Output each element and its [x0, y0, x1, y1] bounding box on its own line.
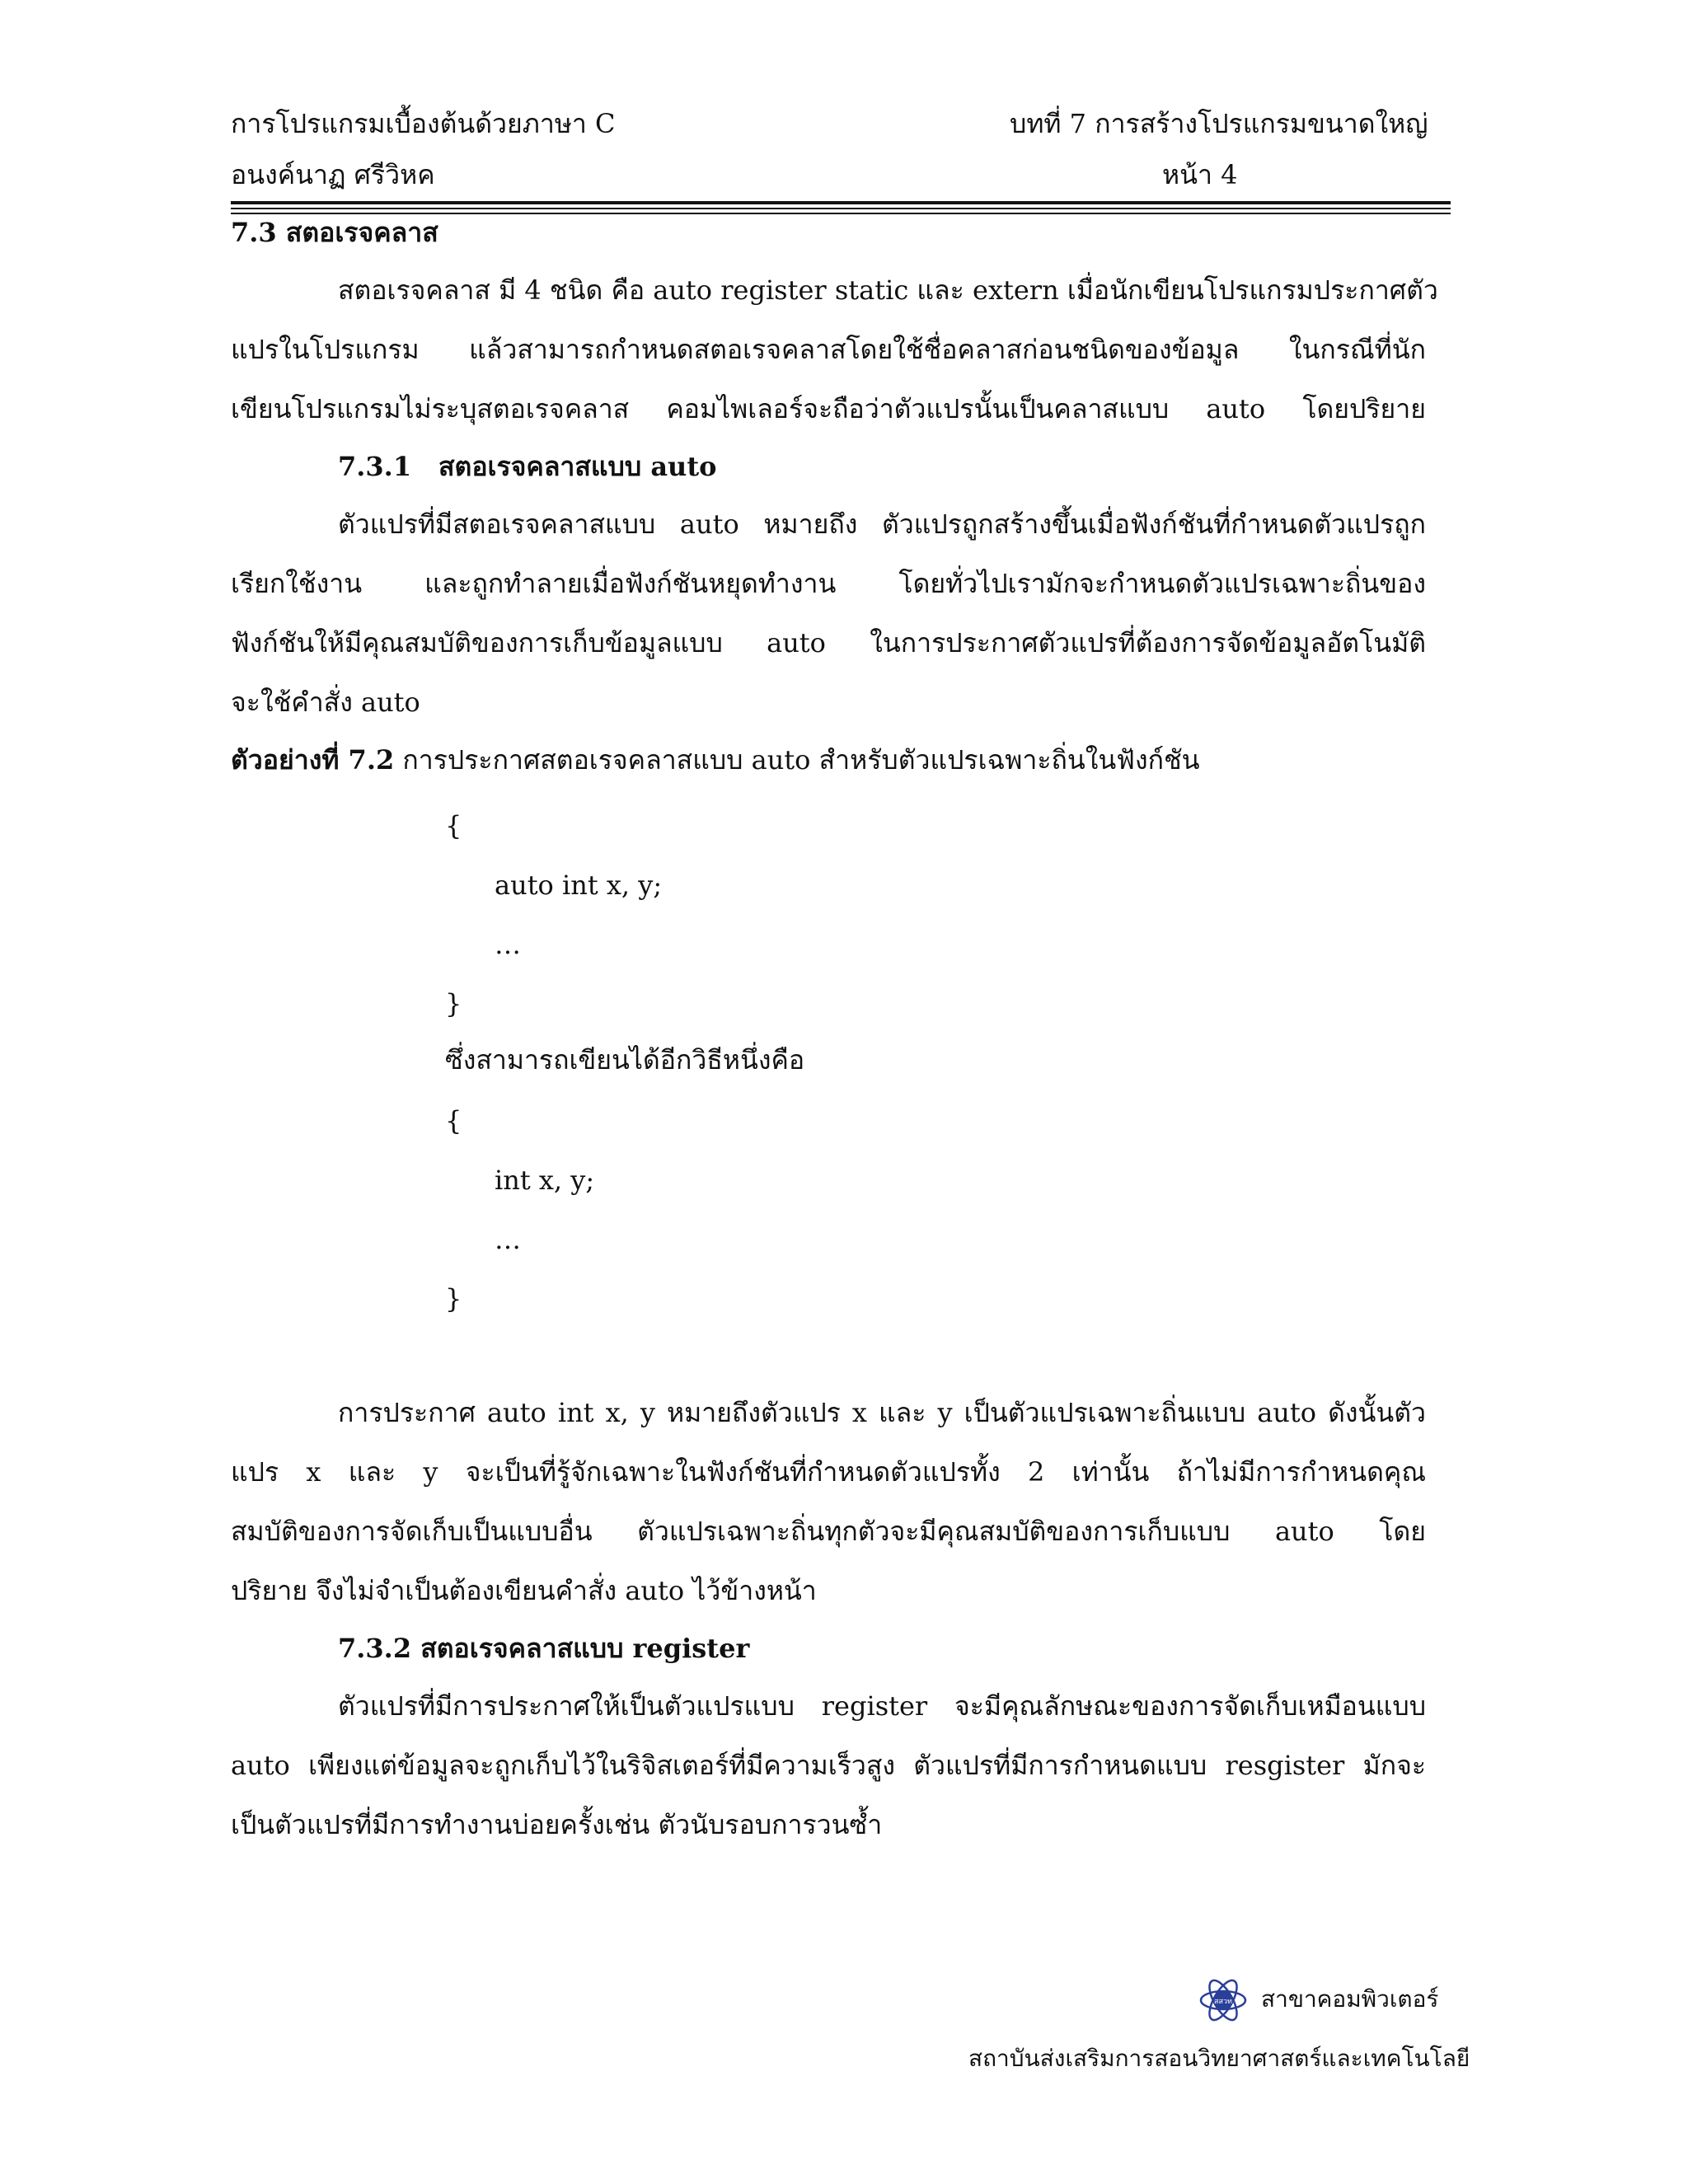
institute-logo-icon: [1199, 1976, 1247, 2024]
subsection-1-number: 7.3.1: [338, 451, 412, 482]
sub2-line-3: เป็นตัวแปรที่มีการทำงานบ่อยครั้งเช่น ตัวนับรอบการวนซ้ำ: [231, 1809, 883, 1840]
logo-lettering: สสวท: [1214, 1998, 1232, 2006]
header-chapter: บทที่ 7 การสร้างโปรแกรมขนาดใหญ่: [1010, 108, 1428, 139]
code1-ellipsis: …: [495, 929, 521, 960]
code2-close-brace: }: [445, 1283, 462, 1315]
intro-line-3: เขียนโปรแกรมไม่ระบุสตอเรจคลาส คอมไพเลอร์จะถือว่าตัวแปรนั้นเป็นคลาสแบบ auto โดยปริยาย: [231, 393, 1426, 424]
explain-line-4: ปริยาย จึงไม่จำเป็นต้องเขียนคำสั่ง auto ไว้ข้างหน้า: [231, 1575, 817, 1606]
code2-statement: int x, y;: [495, 1165, 595, 1196]
code2-open-brace: {: [445, 1105, 462, 1137]
sub1-line-4: จะใช้คำสั่ง auto: [231, 687, 420, 718]
code1-statement: auto int x, y;: [495, 869, 663, 901]
footer-department: สาขาคอมพิวเตอร์: [1261, 1985, 1439, 2013]
intro-line-1: สตอเรจคลาส มี 4 ชนิด คือ auto register static และ extern เมื่อนักเขียนโปรแกรมประกาศตัว: [338, 274, 1438, 306]
code1-open-brace: {: [445, 810, 462, 841]
example-caption-text: การประกาศสตอเรจคลาสแบบ auto สำหรับตัวแปรเฉพาะถิ่นในฟังก์ชัน: [394, 744, 1200, 776]
footer-institute: สถาบันส่งเสริมการสอนวิทยาศาสตร์และเทคโนโลยี: [968, 2045, 1470, 2072]
header-rule-thin: [231, 208, 1451, 209]
example-label: ตัวอย่างที่ 7.2: [231, 744, 395, 776]
header-book-title: การโปรแกรมเบื้องต้นด้วยภาษา C: [231, 108, 616, 139]
sub1-line-1: ตัวแปรที่มีสตอเรจคลาสแบบ auto หมายถึง ตัวแปรถูกสร้างขึ้นเมื่อฟังก์ชันที่กำหนดตัวแปรถูก: [338, 509, 1426, 540]
header-rule-thick: [231, 201, 1451, 204]
code2-ellipsis: …: [495, 1224, 521, 1255]
alternative-text: ซึ่งสามารถเขียนได้อีกวิธีหนึ่งคือ: [445, 1044, 805, 1076]
sub1-line-2: เรียกใช้งาน และถูกทำลายเมื่อฟังก์ชันหยุดทำงาน โดยทั่วไปเรามักจะกำหนดตัวแปรเฉพาะถิ่นของ: [231, 568, 1426, 599]
explain-line-1: การประกาศ auto int x, y หมายถึงตัวแปร x และ y เป็นตัวแปรเฉพาะถิ่นแบบ auto ดังนั้นตัว: [338, 1397, 1427, 1428]
intro-line-2: แปรในโปรแกรม แล้วสามารถกำหนดสตอเรจคลาสโดยใช้ชื่อคลาสก่อนชนิดของข้อมูล ในกรณีที่นัก: [231, 334, 1426, 365]
explain-line-2: แปร x และ y จะเป็นที่รู้จักเฉพาะในฟังก์ชันที่กำหนดตัวแปรทั้ง 2 เท่านั้น ถ้าไม่มีการกำหนดคุณ: [231, 1456, 1426, 1488]
header-author: อนงค์นาฏ ศรีวิหค: [231, 159, 435, 190]
example-caption: [231, 740, 1200, 780]
sub1-line-3: ฟังก์ชันให้มีคุณสมบัติของการเก็บข้อมูลแบบ auto ในการประกาศตัวแปรที่ต้องการจัดข้อมูลอัตโนมัติ: [231, 627, 1426, 658]
explain-line-3: สมบัติของการจัดเก็บเป็นแบบอื่น ตัวแปรเฉพาะถิ่นทุกตัวจะมีคุณสมบัติของการเก็บแบบ auto โดย: [231, 1516, 1426, 1547]
subsection-1-title: สตอเรจคลาสแบบ auto: [438, 451, 717, 482]
section-heading: 7.3 สตอเรจคลาส: [231, 217, 438, 248]
sub2-line-1: ตัวแปรที่มีการประกาศให้เป็นตัวแปรแบบ register จะมีคุณลักษณะของการจัดเก็บเหมือนแบบ: [338, 1690, 1426, 1722]
header-page-number: หน้า 4: [1162, 159, 1238, 190]
code1-close-brace: }: [445, 988, 462, 1019]
subsection-2-title: 7.3.2 สตอเรจคลาสแบบ register: [338, 1633, 750, 1664]
sub2-line-2: auto เพียงแต่ข้อมูลจะถูกเก็บไว้ในริจิสเตอร์ที่มีความเร็วสูง ตัวแปรที่มีการกำหนดแบบ resgister มักจะ: [231, 1750, 1426, 1781]
